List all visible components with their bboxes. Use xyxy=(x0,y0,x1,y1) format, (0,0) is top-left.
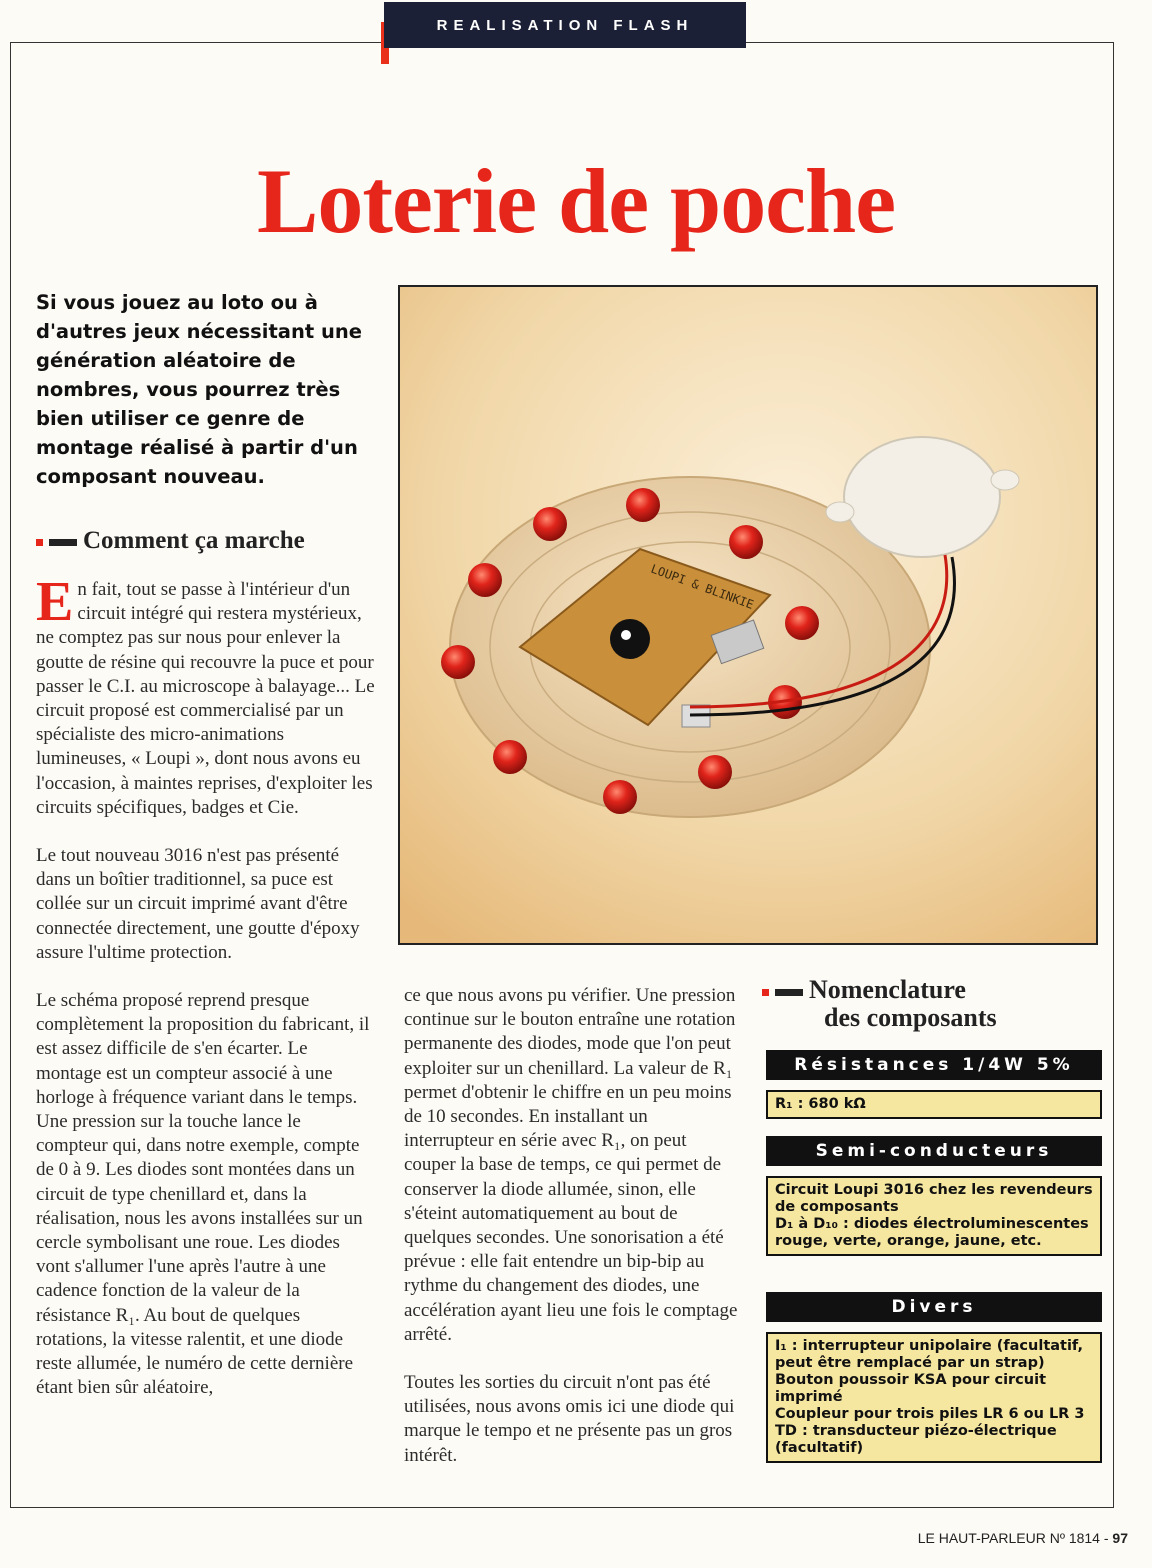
article-body-col1 xyxy=(36,571,376,1401)
semi-list xyxy=(766,1176,1102,1256)
paragraph: Le tout nouveau 3016 n'est pas présenté dans un boîtier traditionnel, sa puce est collée sur un circuit imprimé avant d'être connectée directement, une goutte d'époxy assure l'ultime protection. xyxy=(36,845,360,963)
article-body-col2 xyxy=(404,984,740,1492)
divers-block xyxy=(766,1292,1102,1463)
board-label: LOUPI & BLINKIE xyxy=(648,561,756,612)
drop-cap: E xyxy=(36,571,74,633)
paragraph: Toutes les sorties du circuit n'ont pas été utilisées, nous avons omis ici une diode qui marque le tempo et ne présente pas un gros intérêt. xyxy=(404,1372,735,1466)
red-square-marker xyxy=(36,539,43,546)
list-item: Bouton poussoir KSA pour circuit imprimé xyxy=(775,1372,1047,1405)
list-item: Coupleur pour trois piles LR 6 ou LR 3 xyxy=(775,1406,1085,1422)
black-bar-marker xyxy=(49,539,77,546)
section-heading xyxy=(36,526,376,556)
list-item: R₁ : 680 kΩ xyxy=(775,1096,866,1112)
black-bar-marker xyxy=(775,989,803,996)
resistances-block xyxy=(766,1050,1102,1119)
resistances-list xyxy=(766,1090,1102,1119)
list-item: Circuit Loupi 3016 chez les revendeurs de composants xyxy=(775,1182,1093,1215)
paragraph: ce que nous avons pu vérifier. Une pression continue sur le bouton entraîne une rotation permanente des diodes, mode que l'on peut exploiter sur un chenillard. La valeur de R₁ permet d'obtenir le chiffre en un peu moins de 10 secondes. En installant un interrupteur en série avec R₁, on peut couper la base de temps, ce qui permet de conserver la diode allumée, sinon, elle s'éteint automatiquement au bout de quelques secondes. Une sonorisation a été prévue : elle fait entendre un bip-bip au rythme du changement des diodes, une accélération ayant lieu une fois le comptage arrêté. xyxy=(404,985,738,1345)
led xyxy=(441,645,475,679)
led xyxy=(493,740,527,774)
intro-paragraph: Si vous jouez au loto ou à d'autres jeux nécessitant une génération aléatoire de nombres, vous pourrez très bien utiliser ce genre de montage réalisé à partir d'un composant nouveau. xyxy=(36,291,362,488)
semi-conducteurs-block xyxy=(766,1136,1102,1256)
semi-title: Semi-conducteurs xyxy=(766,1136,1102,1166)
paragraph: En fait, tout se passe à l'intérieur d'un circuit intégré qui restera mystérieux, ne comptez pas sur nous pour enlever la goutte de résine qui recouvre la puce et pour passer le C.I. au microscope à balayage... Le circuit proposé est commercialisé par un spécialiste des micro-animations lumineuses, « Loupi », dont nous avons eu l'occasion, à maintes reprises, d'exploiter les circuits spécifiques, badges et Cie. xyxy=(36,571,375,818)
red-square-marker xyxy=(762,989,769,996)
resistances-title: Résistances 1/4W 5% xyxy=(766,1050,1102,1080)
page-footer xyxy=(918,1530,1128,1546)
page-number: 97 xyxy=(1112,1530,1128,1546)
circuit-photo xyxy=(398,285,1098,945)
led xyxy=(626,488,660,522)
list-item: I₁ : interrupteur unipolaire (facultatif, peut être remplacé par un strap) xyxy=(775,1338,1083,1371)
list-item: TD : transducteur piézo-électrique (facultatif) xyxy=(775,1423,1057,1456)
nomenclature-heading xyxy=(762,976,1102,1032)
list-item: D₁ à D₁₀ : diodes électroluminescentes rouge, verte, orange, jaune, etc. xyxy=(775,1216,1089,1249)
section-header: REALISATION FLASH xyxy=(384,2,746,48)
magazine-reference: LE HAUT-PARLEUR Nº 1814 - xyxy=(917,1530,1113,1546)
divers-list xyxy=(766,1332,1102,1463)
led xyxy=(698,755,732,789)
led xyxy=(603,780,637,814)
section-comment-ca-marche xyxy=(36,526,376,1425)
paragraph: Le schéma proposé reprend presque complètement la proposition du fabricant, il est assez difficile de s'en écarter. Le montage est un compteur associé à une horloge à fréquence variant dans le temps. Une pression sur la touche lance le compteur qui, dans notre exemple, compte de 0 à 9. Les diodes sont montées dans un circuit de type chenillard et, dans la réalisation, nous les avons installées sur un cercle symbolisant une roue. Les diodes vont s'allumer l'une après l'autre à une cadence fonction de la valeur de la résistance R₁. Au bout de quelques rotations, la vitesse ralentit, et une diode reste allumée, le numéro de cette dernière étant bien sûr aléatoire, xyxy=(36,990,370,1399)
divers-title: Divers xyxy=(766,1292,1102,1322)
photo-illustration xyxy=(400,287,1098,945)
section-heading-text: Comment ça marche xyxy=(83,527,305,554)
page-title: Loterie de poche xyxy=(256,150,896,252)
heading-line: Nomenclature xyxy=(809,975,966,1004)
led xyxy=(729,525,763,559)
led xyxy=(533,507,567,541)
heading-line: des composants xyxy=(824,1003,997,1032)
led xyxy=(785,606,819,640)
led xyxy=(468,563,502,597)
